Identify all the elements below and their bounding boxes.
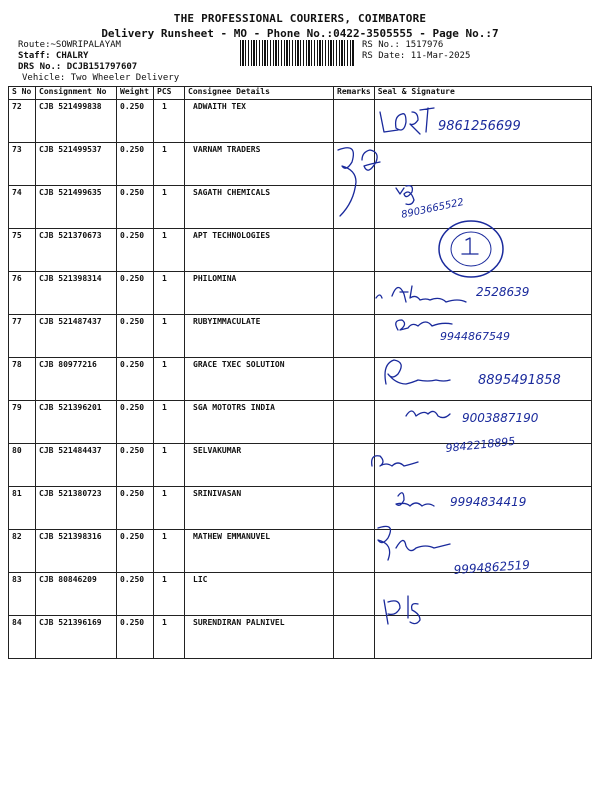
cell-consignment: CJB 521487437 — [36, 315, 117, 358]
cell-consignment: CJB 80846209 — [36, 573, 117, 616]
drs-number: DRS No.: DCJB151797607 — [18, 62, 138, 72]
cell-pcs: 1 — [154, 186, 185, 229]
cell-weight: 0.250 — [117, 272, 154, 315]
cell-remarks — [334, 401, 375, 444]
cell-sno: 72 — [9, 100, 36, 143]
cell-signature — [374, 487, 591, 530]
cell-consignment: CJB 80977216 — [36, 358, 117, 401]
col-consignment: Consignment No — [36, 87, 117, 100]
table-row — [9, 573, 592, 616]
cell-sno: 79 — [9, 401, 36, 444]
col-signature: Seal & Signature — [374, 87, 591, 100]
cell-sno: 75 — [9, 229, 36, 272]
cell-pcs: 1 — [154, 358, 185, 401]
col-sno: S No — [9, 87, 36, 100]
cell-consignment: CJB 521398314 — [36, 272, 117, 315]
cell-signature — [374, 444, 591, 487]
table-row — [9, 401, 592, 444]
cell-sno: 82 — [9, 530, 36, 573]
cell-weight: 0.250 — [117, 315, 154, 358]
signature-phone-77b: 9944867549 — [440, 330, 510, 343]
vehicle-label: Vehicle: Two Wheeler Delivery — [22, 73, 180, 83]
cell-consignee: SELVAKUMAR — [185, 444, 334, 487]
table-row — [9, 530, 592, 573]
table-header-row — [9, 87, 592, 100]
cell-remarks — [334, 573, 375, 616]
cell-consignment: CJB 521380723 — [36, 487, 117, 530]
cell-weight: 0.250 — [117, 143, 154, 186]
signature-phone-79: 9003887190 — [462, 411, 539, 425]
table-row — [9, 100, 592, 143]
cell-remarks — [334, 272, 375, 315]
cell-sno: 78 — [9, 358, 36, 401]
cell-remarks — [334, 530, 375, 573]
col-weight: Weight — [117, 87, 154, 100]
cell-remarks — [334, 487, 375, 530]
table-row — [9, 143, 592, 186]
cell-sno: 76 — [9, 272, 36, 315]
cell-weight: 0.250 — [117, 573, 154, 616]
col-consignee: Consignee Details — [185, 87, 334, 100]
barcode — [240, 40, 355, 66]
cell-sno: 84 — [9, 616, 36, 659]
cell-remarks — [334, 100, 375, 143]
cell-pcs: 1 — [154, 487, 185, 530]
cell-sno: 77 — [9, 315, 36, 358]
cell-pcs: 1 — [154, 100, 185, 143]
runsheet-table — [8, 86, 592, 659]
rs-number: RS No.: 1517976 — [362, 40, 444, 50]
cell-weight: 0.250 — [117, 401, 154, 444]
cell-consignment: CJB 521370673 — [36, 229, 117, 272]
cell-signature — [374, 616, 591, 659]
rs-date: RS Date: 11-Mar-2025 — [362, 51, 471, 61]
cell-consignee: PHILOMINA — [185, 272, 334, 315]
cell-signature — [374, 401, 591, 444]
cell-consignment: CJB 521396169 — [36, 616, 117, 659]
table-row — [9, 487, 592, 530]
cell-weight: 0.250 — [117, 229, 154, 272]
table-row — [9, 616, 592, 659]
cell-signature — [374, 143, 591, 186]
table-row — [9, 358, 592, 401]
cell-remarks — [334, 186, 375, 229]
cell-sno: 81 — [9, 487, 36, 530]
cell-consignee: VARNAM TRADERS — [185, 143, 334, 186]
cell-signature — [374, 315, 591, 358]
cell-signature — [374, 100, 591, 143]
signature-phone-83: 9994862519 — [453, 557, 531, 577]
cell-signature — [374, 358, 591, 401]
cell-consignee: RUBYIMMACULATE — [185, 315, 334, 358]
cell-consignee: GRACE TXEC SOLUTION — [185, 358, 334, 401]
cell-weight: 0.250 — [117, 444, 154, 487]
cell-pcs: 1 — [154, 401, 185, 444]
signature-phone-72: 9861256699 — [438, 119, 521, 134]
cell-consignee: SURENDIRAN PALNIVEL — [185, 616, 334, 659]
cell-remarks — [334, 616, 375, 659]
table-row — [9, 315, 592, 358]
seal-stamp — [436, 218, 506, 280]
cell-pcs: 1 — [154, 530, 185, 573]
cell-weight: 0.250 — [117, 616, 154, 659]
cell-consignment: CJB 521396201 — [36, 401, 117, 444]
cell-pcs: 1 — [154, 573, 185, 616]
cell-consignment: CJB 521484437 — [36, 444, 117, 487]
cell-consignee: MATHEW EMMANUVEL — [185, 530, 334, 573]
signature-phone-74: 8903665522 — [400, 196, 465, 221]
cell-weight: 0.250 — [117, 487, 154, 530]
cell-consignment: CJB 521499635 — [36, 186, 117, 229]
route-label: Route:~SOWRIPALAYAM — [18, 40, 121, 50]
cell-remarks — [334, 143, 375, 186]
signature-phone-77: 2528639 — [476, 285, 530, 299]
cell-pcs: 1 — [154, 616, 185, 659]
table-row — [9, 444, 592, 487]
cell-consignment: CJB 521398316 — [36, 530, 117, 573]
cell-consignee: SGA MOTOTRS INDIA — [185, 401, 334, 444]
cell-remarks — [334, 444, 375, 487]
cell-sno: 74 — [9, 186, 36, 229]
document-subtitle: Delivery Runsheet - MO - Phone No.:0422-3505555 - Page No.:7 — [101, 27, 499, 40]
cell-weight: 0.250 — [117, 530, 154, 573]
signature-phone-82: 9994834419 — [450, 495, 527, 509]
cell-remarks — [334, 229, 375, 272]
staff-label: Staff: CHALRY — [18, 51, 89, 61]
cell-weight: 0.250 — [117, 100, 154, 143]
cell-signature — [374, 530, 591, 573]
cell-consignee: SAGATH CHEMICALS — [185, 186, 334, 229]
cell-remarks — [334, 358, 375, 401]
cell-pcs: 1 — [154, 272, 185, 315]
cell-consignee: LIC — [185, 573, 334, 616]
cell-weight: 0.250 — [117, 358, 154, 401]
col-remarks: Remarks — [334, 87, 375, 100]
signature-phone-78: 8895491858 — [478, 373, 561, 388]
signature-phone-80: 9842218895 — [444, 434, 516, 455]
cell-pcs: 1 — [154, 315, 185, 358]
cell-pcs: 1 — [154, 444, 185, 487]
cell-consignee: APT TECHNOLOGIES — [185, 229, 334, 272]
cell-sno: 80 — [9, 444, 36, 487]
cell-consignment: CJB 521499537 — [36, 143, 117, 186]
cell-signature — [374, 573, 591, 616]
cell-pcs: 1 — [154, 229, 185, 272]
cell-sno: 73 — [9, 143, 36, 186]
document-title: THE PROFESSIONAL COURIERS, COIMBATORE — [173, 12, 427, 25]
cell-sno: 83 — [9, 573, 36, 616]
cell-pcs: 1 — [154, 143, 185, 186]
cell-consignment: CJB 521499838 — [36, 100, 117, 143]
col-pcs: PCS — [154, 87, 185, 100]
cell-consignee: SRINIVASAN — [185, 487, 334, 530]
cell-weight: 0.250 — [117, 186, 154, 229]
cell-consignee: ADWAITH TEX — [185, 100, 334, 143]
cell-remarks — [334, 315, 375, 358]
